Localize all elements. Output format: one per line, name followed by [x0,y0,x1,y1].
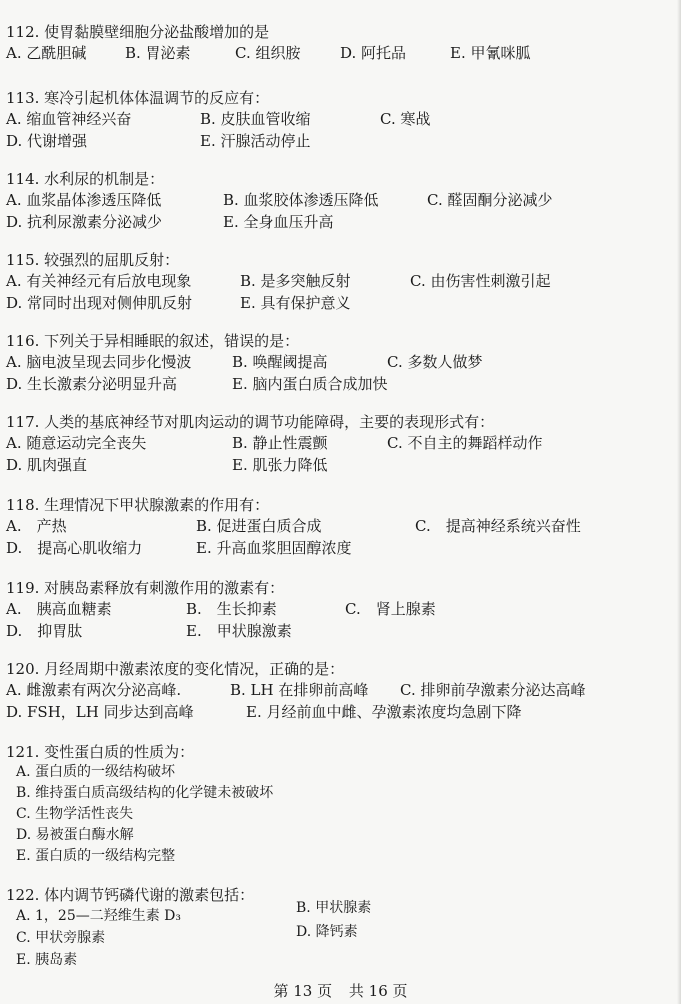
option-b: B. 是多突触反射 [240,272,351,290]
option-row [6,130,675,152]
option-a: A. 随意运动完全丧失 [6,434,147,452]
option-d: D. 阿托品 [340,44,407,62]
option-d: D. 肌肉强直 [6,456,88,474]
question-stem: 118. 生理情况下甲状腺激素的作用有： [6,496,270,514]
option-d: D. 代谢增强 [6,132,88,150]
option-c: C. 由伤害性刺激引起 [410,272,551,290]
question-stem: 119. 对胰岛素释放有刺激作用的激素有： [6,579,285,597]
question-118 [6,495,675,559]
option-d: D. 常同时出现对侧伸肌反射 [6,294,193,312]
page-total: 共 16 页 [348,982,408,1000]
option-row [6,454,675,476]
option-row [6,211,675,233]
option-b: B. 皮肤血管收缩 [200,110,311,128]
question-121 [6,742,675,867]
option-c: C. 不自主的舞蹈样动作 [387,434,543,452]
option-a: A. 缩血管神经兴奋 [6,110,132,128]
option-e: E. 蛋白质的一级结构完整 [16,848,176,864]
option-row [6,373,675,395]
option-row [6,432,675,454]
option-e: E. 肌张力降低 [232,456,328,474]
option-row [6,620,675,642]
option-d: D. 提高心肌收缩力 [6,539,143,557]
option-row [6,701,675,723]
question-stem: 115. 较强烈的屈肌反射： [6,251,180,269]
option-e: E. 月经前血中雌、孕激素浓度均急剧下降 [246,703,522,721]
page-number: 第 13 页 [273,982,333,1000]
option-row [6,537,675,559]
option-e: E. 脑内蛋白质合成加快 [232,375,388,393]
option-a: A. 1，25—二羟维生素 D₃ [16,908,182,924]
option-c: C. 组织胺 [235,44,301,62]
option-e: E. 甲氰咪胍 [450,44,531,62]
option-c: C. 肾上腺素 [345,600,436,618]
option-e: E. 全身血压升高 [223,213,334,231]
question-stem: 113. 寒冷引起机体体温调节的反应有： [6,89,270,107]
option-c: C. 多数人做梦 [387,353,483,371]
question-112 [6,22,675,64]
option-c: C. 醛固酮分泌减少 [427,191,553,209]
option-a: A. 有关神经元有后放电现象 [6,272,192,290]
option-b: B. 胃泌素 [125,44,191,62]
question-122 [6,885,675,971]
question-stem: 121. 变性蛋白质的性质为： [6,743,195,761]
option-d: D. 生长激素分泌明显升高 [6,375,178,393]
page-footer [0,980,681,1001]
option-a: A. 脑电波呈现去同步化慢波 [6,353,192,371]
option-e: E. 胰岛素 [16,952,78,968]
option-row [6,515,675,537]
question-stem: 114. 水利尿的机制是： [6,170,165,188]
option-c: C. 寒战 [380,110,431,128]
option-e: E. 甲状腺激素 [186,622,292,640]
option-b: B. 促进蛋白质合成 [196,517,322,535]
question-120 [6,659,675,723]
question-119 [6,578,675,642]
option-a: A. 乙酰胆碱 [6,44,87,62]
question-113 [6,88,675,152]
option-b: B. LH 在排卵前高峰 [230,681,369,699]
option-e: E. 升高血浆胆固醇浓度 [196,539,352,557]
option-row [6,949,675,971]
option-row [6,42,675,64]
option-c: C. 排卵前孕激素分泌达高峰 [400,681,586,699]
question-stem: 120. 月经周期中激素浓度的变化情况，正确的是： [6,660,345,678]
option-d: D. FSH，LH 同步达到高峰 [6,703,194,721]
question-stem: 112. 使胃黏膜壁细胞分泌盐酸增加的是 [6,23,270,41]
option-row [6,108,675,130]
option-row [6,351,675,373]
question-116 [6,331,675,395]
question-117 [6,412,675,476]
option-b: B. 唤醒阈提高 [232,353,328,371]
option-c: C. 生物学活性丧失 [16,806,134,822]
option-b: B. 甲状腺素 [296,900,372,916]
option-d: D. 降钙素 [296,924,358,940]
option-b: B. 静止性震颤 [232,434,328,452]
question-stem: 122. 体内调节钙磷代谢的激素包括： [6,886,255,904]
option-row [6,189,675,211]
option-a: A. 蛋白质的一级结构破坏 [16,764,176,780]
question-115 [6,250,675,314]
option-e: E. 具有保护意义 [240,294,351,312]
option-row [6,598,675,620]
question-114 [6,169,675,233]
option-a: A. 血浆晶体渗透压降低 [6,191,162,209]
option-row [6,679,675,701]
option-b: B. 血浆胶体渗透压降低 [223,191,379,209]
option-a: A. 产热 [6,517,67,535]
option-row [6,924,675,949]
option-d: D. 抗利尿激素分泌减少 [6,213,163,231]
option-row [6,270,675,292]
question-stem: 116. 下列关于异相睡眠的叙述，错误的是： [6,332,300,350]
option-d: D. 抑胃肽 [6,622,83,640]
option-c: C. 提高神经系统兴奋性 [415,517,581,535]
option-a: A. 雌激素有两次分泌高峰. [6,681,182,699]
question-stem: 117. 人类的基底神经节对肌肉运动的调节功能障碍，主要的表现形式有： [6,413,495,431]
option-a: A. 胰高血糖素 [6,600,112,618]
option-c: C. 甲状旁腺素 [16,930,106,946]
option-d: D. 易被蛋白酶水解 [16,827,134,843]
scan-edge-shadow [677,0,681,1004]
option-e: E. 汗腺活动停止 [200,132,311,150]
option-row [6,292,675,314]
option-b: B. 生长抑素 [186,600,277,618]
option-b: B. 维持蛋白质高级结构的化学键未被破坏 [16,785,274,801]
